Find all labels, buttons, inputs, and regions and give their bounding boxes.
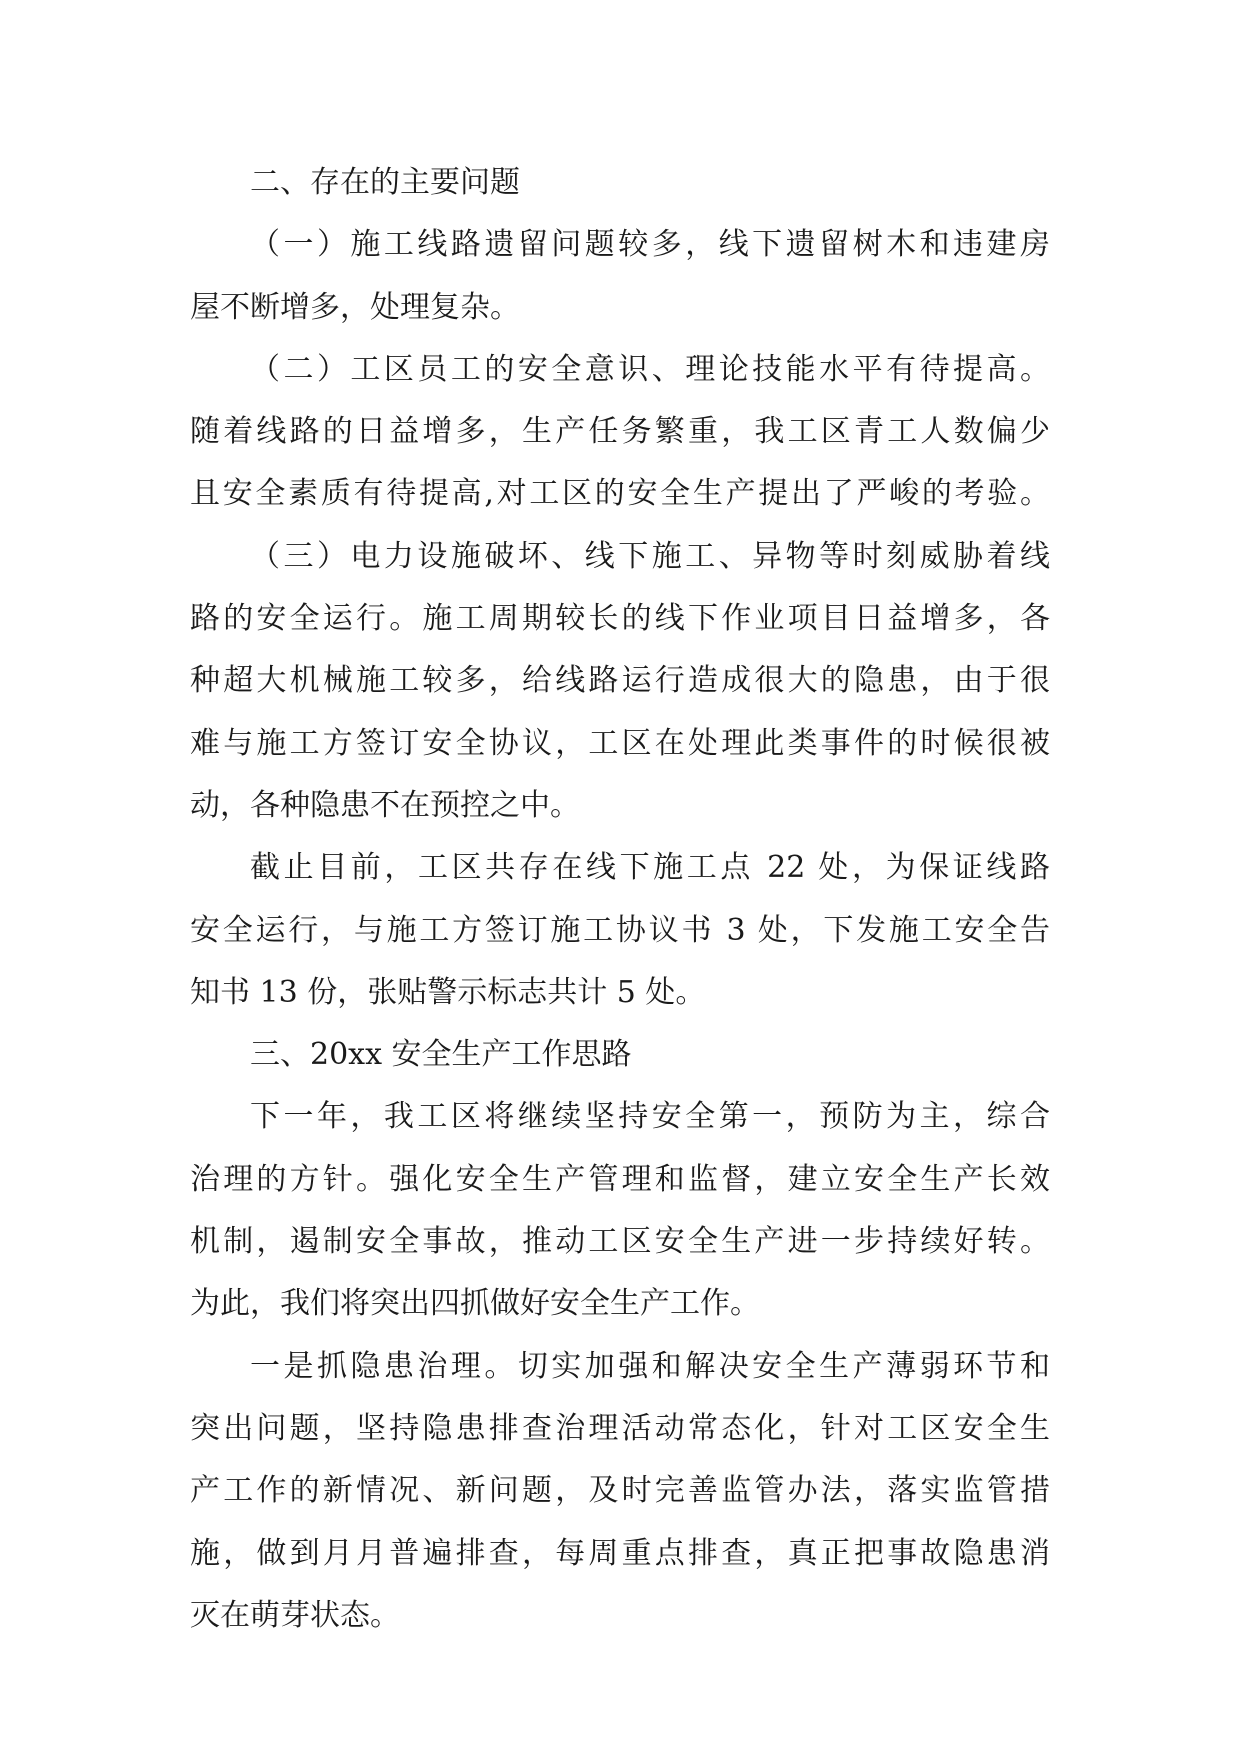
text-line: 二、存在的主要问题	[250, 165, 520, 200]
text-line: 截止目前，工区共存在线下施工点 22 处，为保证线路	[250, 850, 1050, 886]
text-line: 产工作的新情况、新问题，及时完善监管办法，落实监管措	[190, 1473, 1050, 1509]
text-line: （一）施工线路遗留问题较多，线下遗留树木和违建房	[250, 227, 1050, 263]
text-line: 安全运行，与施工方签订施工协议书 3 处，下发施工安全告	[190, 912, 1050, 948]
text-line: 屋不断增多，处理复杂。	[190, 289, 520, 325]
text-line: 治理的方针。强化安全生产管理和监督，建立安全生产长效	[190, 1161, 1050, 1197]
text-line: 灭在萌芽状态。	[190, 1597, 400, 1633]
text-line: 动，各种隐患不在预控之中。	[190, 787, 580, 823]
text-line: 种超大机械施工较多，给线路运行造成很大的隐患，由于很	[190, 663, 1050, 699]
text-line: （二）工区员工的安全意识、理论技能水平有待提高。	[250, 351, 1050, 387]
text-line: 且安全素质有待提高,对工区的安全生产提出了严峻的考验。	[190, 476, 1050, 512]
text-line: （三）电力设施破坏、线下施工、异物等时刻威胁着线	[250, 538, 1050, 574]
text-line: 一是抓隐患治理。切实加强和解决安全生产薄弱环节和	[250, 1348, 1050, 1384]
text-line: 突出问题，坚持隐患排查治理活动常态化，针对工区安全生	[190, 1410, 1050, 1446]
text-line: 路的安全运行。施工周期较长的线下作业项目日益增多，各	[190, 601, 1050, 637]
document-body	[190, 152, 1050, 1647]
text-line: 知书 13 份，张贴警示标志共计 5 处。	[190, 974, 706, 1010]
text-line: 施，做到月月普遍排查，每周重点排查，真正把事故隐患消	[190, 1535, 1050, 1571]
text-line: 为此，我们将突出四抓做好安全生产工作。	[190, 1286, 760, 1322]
text-line: 机制，遏制安全事故，推动工区安全生产进一步持续好转。	[190, 1224, 1050, 1260]
text-line: 难与施工方签订安全协议，工区在处理此类事件的时候很被	[190, 725, 1050, 761]
text-line: 随着线路的日益增多，生产任务繁重，我工区青工人数偏少	[190, 414, 1050, 450]
text-line: 下一年，我工区将继续坚持安全第一，预防为主，综合	[250, 1099, 1050, 1135]
text-line: 三、20xx 安全生产工作思路	[250, 1037, 632, 1073]
